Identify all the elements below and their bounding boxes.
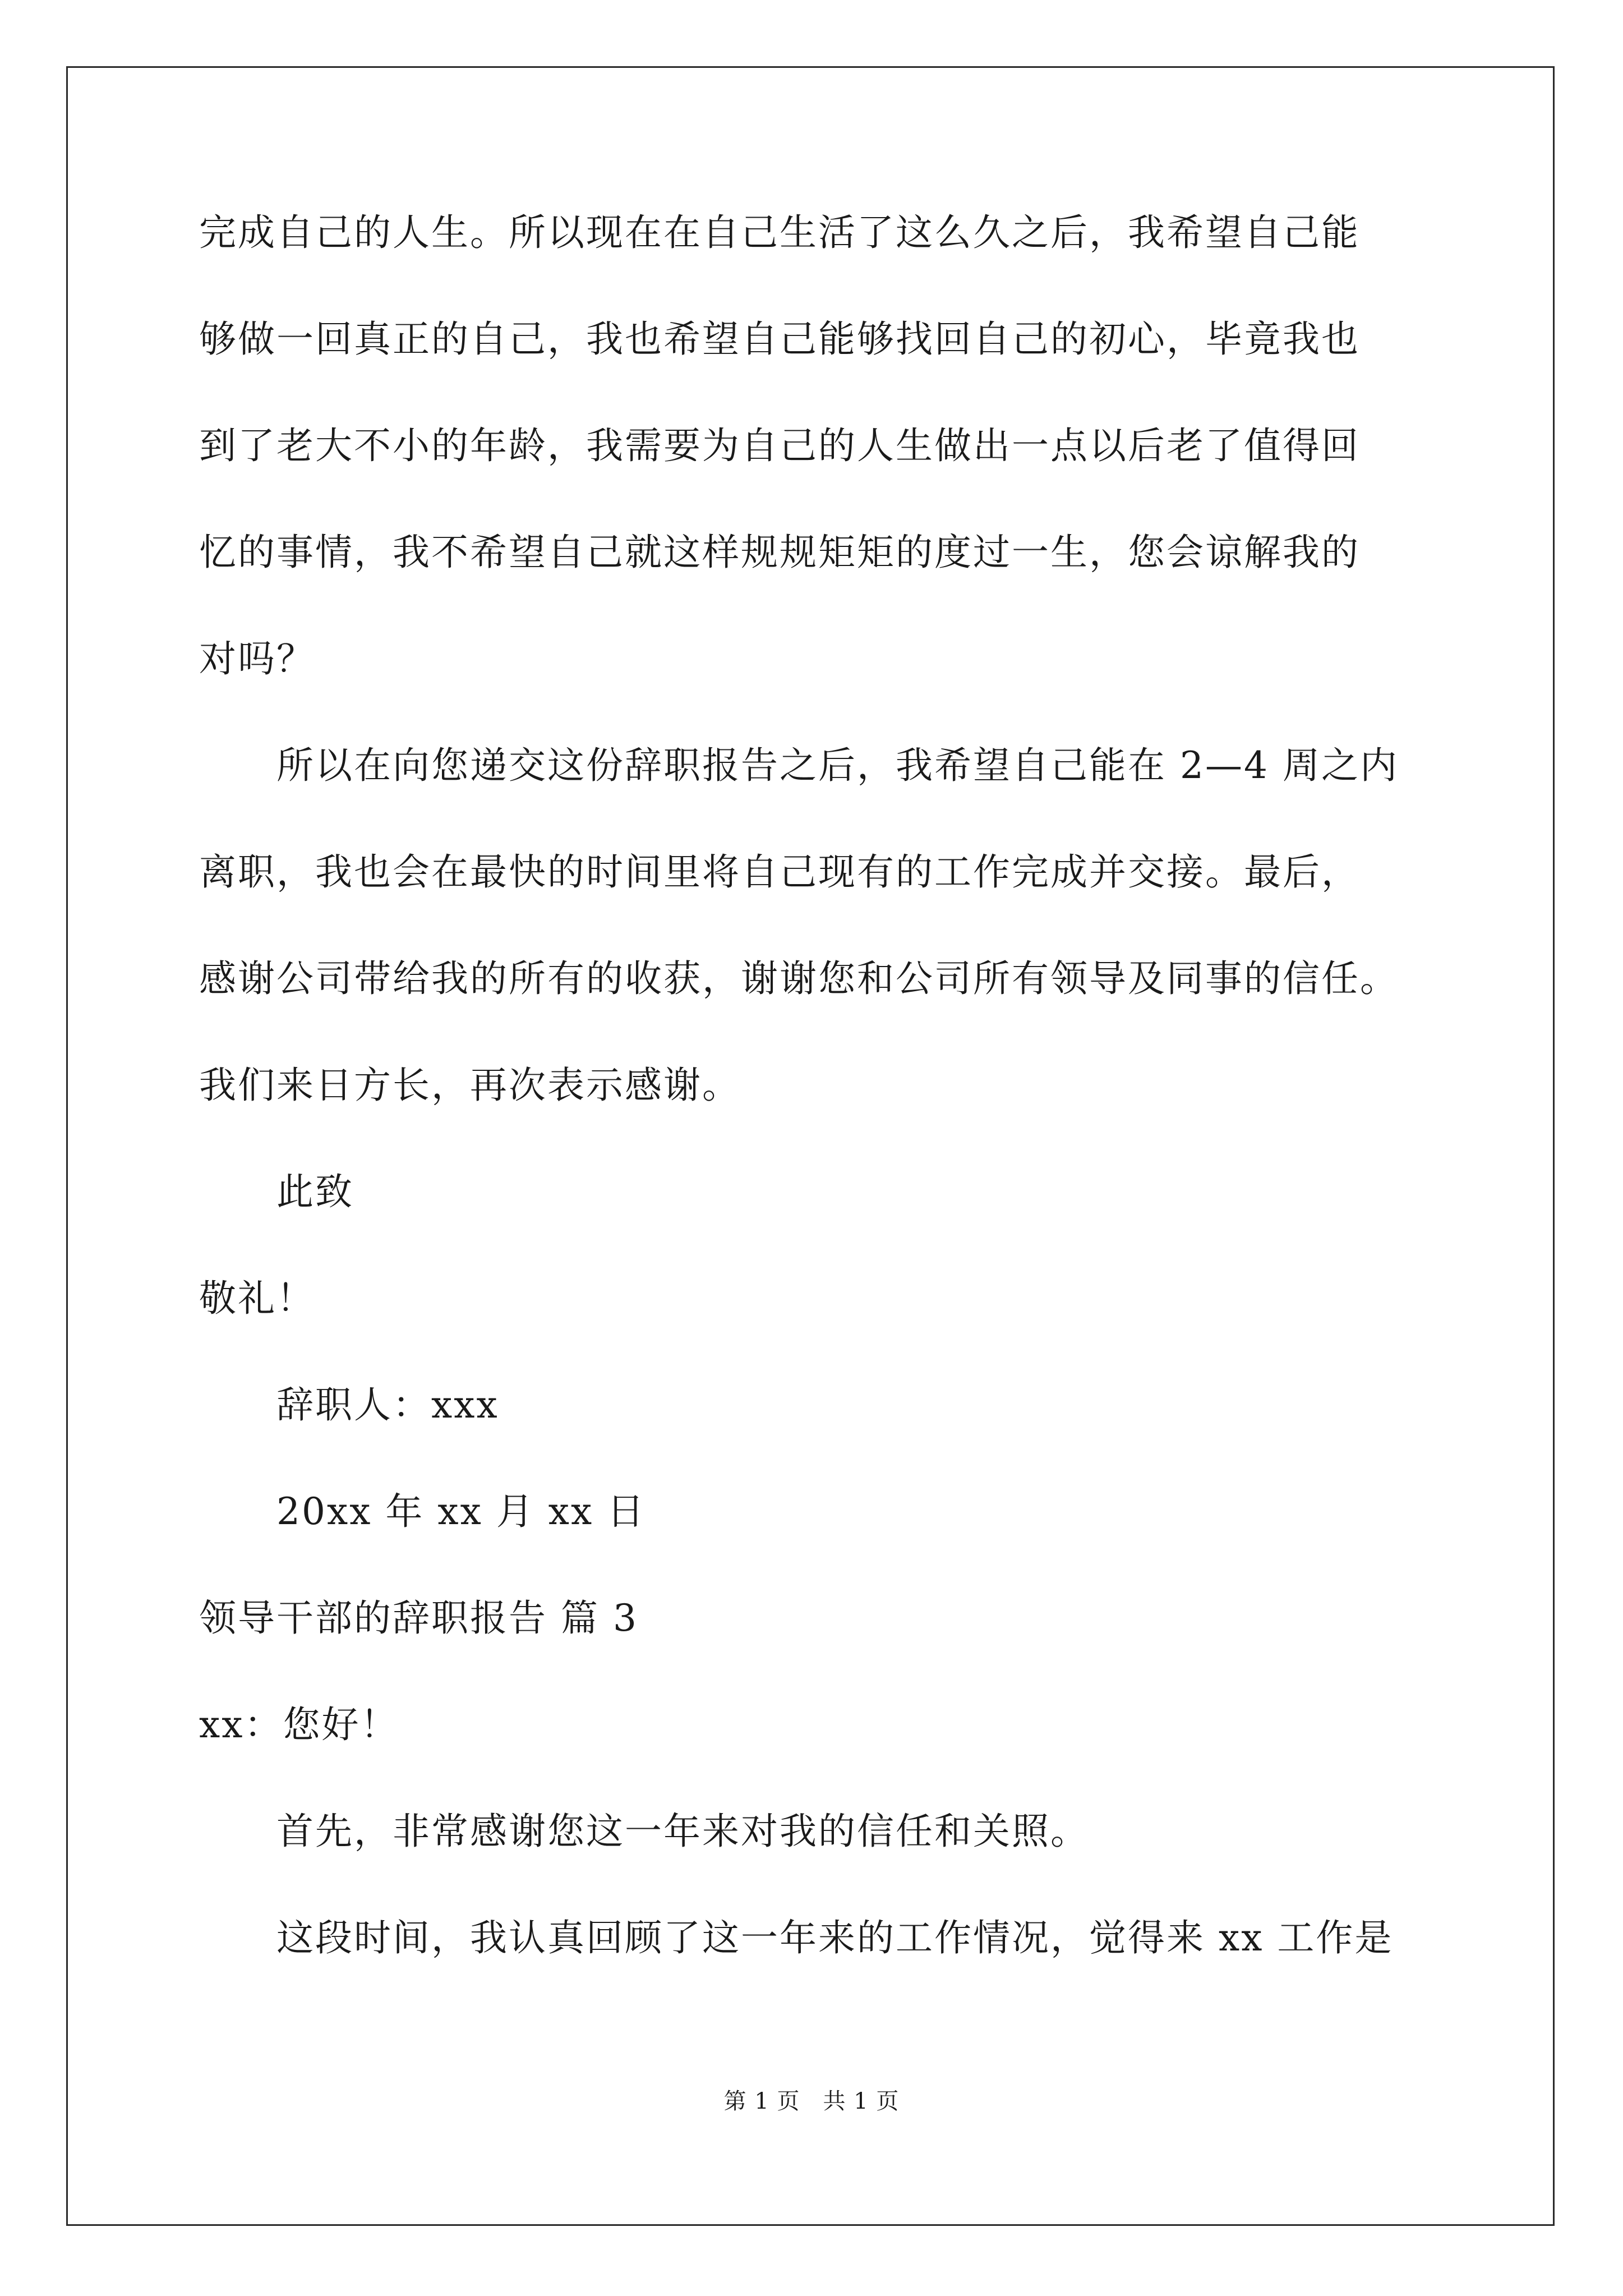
paragraph-start-line: 首先，非常感谢您这一年来对我的信任和关照。 — [276, 1810, 1089, 1853]
text-line: 对吗？ — [199, 637, 315, 680]
greeting-line: xx：您好！ — [199, 1703, 399, 1746]
closing-regards: 敬礼！ — [199, 1277, 315, 1320]
text-line: 到了老大不小的年龄，我需要为自己的人生做出一点以后老了值得回 — [199, 424, 1360, 467]
paragraph-start-line: 这段时间，我认真回顾了这一年来的工作情况，觉得来 xx 工作是 — [276, 1916, 1394, 1959]
text-line: 够做一回真正的自己，我也希望自己能够找回自己的初心，毕竟我也 — [199, 318, 1360, 361]
signature-line: 辞职人：xxx — [276, 1383, 499, 1427]
paragraph-start-line: 所以在向您递交这份辞职报告之后，我希望自己能在 2—4 周之内 — [276, 744, 1399, 787]
text-line: 忆的事情，我不希望自己就这样规规矩矩的度过一生，您会谅解我的 — [199, 531, 1360, 574]
date-line: 20xx 年 xx 月 xx 日 — [276, 1490, 646, 1533]
text-line: 离职，我也会在最快的时间里将自己现有的工作完成并交接。最后， — [199, 850, 1360, 894]
page-border — [66, 66, 1555, 2226]
text-line: 我们来日方长，再次表示感谢。 — [199, 1064, 741, 1107]
text-line: 感谢公司带给我的所有的收获，谢谢您和公司所有领导及同事的信任。 — [199, 957, 1399, 1000]
page-footer: 第 1 页 共 1 页 — [723, 2088, 900, 2114]
text-line: 完成自己的人生。所以现在在自己生活了这么久之后，我希望自己能 — [199, 211, 1360, 254]
section-heading: 领导干部的辞职报告 篇 3 — [199, 1596, 638, 1640]
closing-salutation: 此致 — [276, 1170, 354, 1213]
